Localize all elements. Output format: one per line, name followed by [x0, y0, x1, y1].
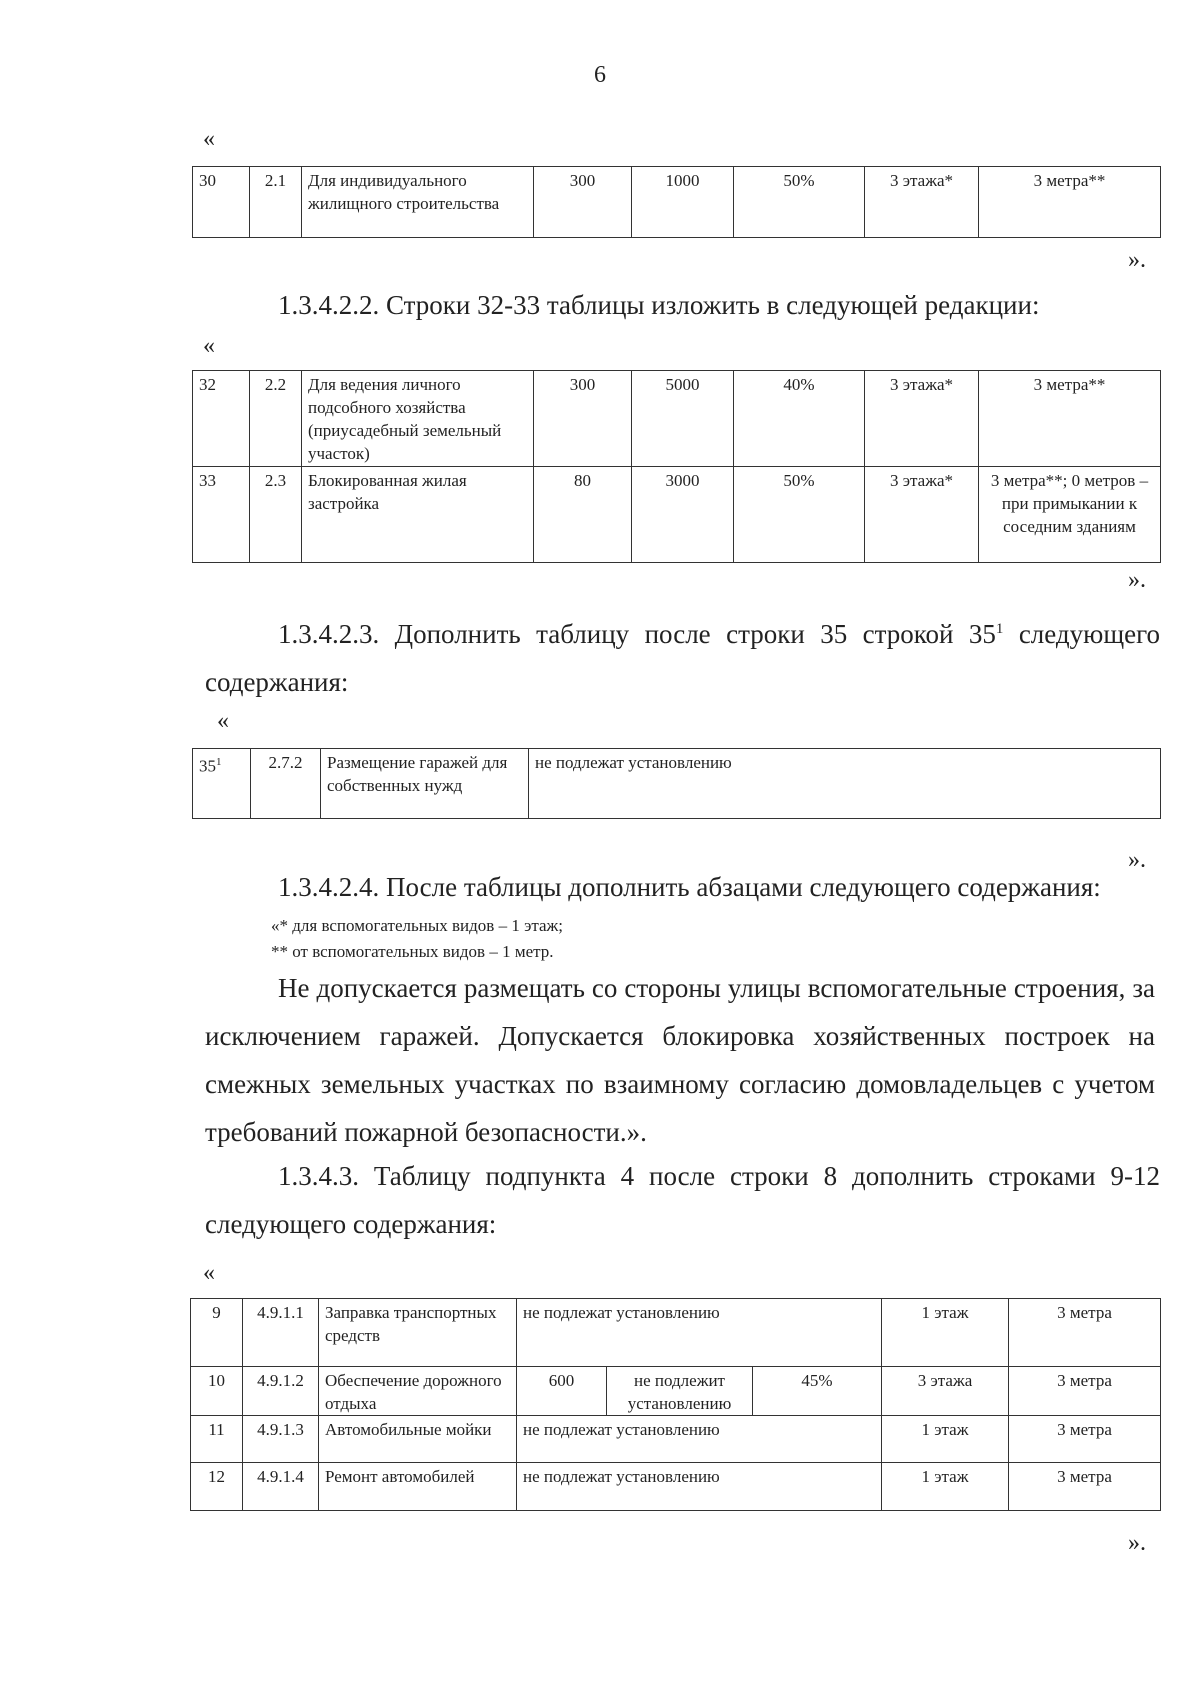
row-code: 4.9.1.1: [243, 1299, 319, 1367]
row-floors: 3 этажа*: [865, 371, 979, 467]
table-row-35-1: [192, 748, 1161, 819]
close-quote: ».: [1128, 567, 1146, 593]
row-floors: 3 этажа*: [865, 167, 979, 238]
close-quote: ».: [1128, 847, 1146, 873]
table-row: [191, 1416, 1161, 1463]
row-setback: 3 метра**: [979, 167, 1161, 238]
section-heading-1-3-4-3: 1.3.4.3. Таблицу подпункта 4 после строки 8 дополнить строками 9-12 следующего содержания:: [205, 1161, 1160, 1239]
row-number: 11: [191, 1416, 243, 1463]
open-quote: «: [203, 333, 215, 359]
row-name: Для индивидуального жилищного строительства: [302, 167, 534, 238]
row-floors: 1 этаж: [882, 1463, 1009, 1511]
row-setback: 3 метра: [1009, 1463, 1161, 1511]
footnote-line-1: «* для вспомогательных видов – 1 этаж;: [271, 916, 564, 935]
row-number: 10: [191, 1367, 243, 1416]
row-code: 2.3: [250, 467, 302, 563]
row-code: 4.9.1.4: [243, 1463, 319, 1511]
row-floors: 1 этаж: [882, 1299, 1009, 1367]
row-merged-value: не подлежат установлению: [529, 749, 1161, 819]
row-max-area: 5000: [632, 371, 734, 467]
section-heading-1-3-4-2-4: 1.3.4.2.4. После таблицы дополнить абзацами следующего содержания:: [278, 872, 1101, 902]
row-number: [193, 749, 251, 819]
row-min-area: 300: [534, 167, 632, 238]
row-name: Автомобильные мойки: [319, 1416, 517, 1463]
table-row: [193, 371, 1161, 467]
heading-text-before: 1.3.4.2.3. Дополнить таблицу после строки 35 строкой 35: [278, 619, 996, 649]
section-heading-1-3-4-2-3: [205, 605, 1160, 706]
table-row: [193, 467, 1161, 563]
row-percent: 50%: [734, 167, 865, 238]
row-name: Блокированная жилая застройка: [302, 467, 534, 563]
table-row: [191, 1367, 1161, 1416]
footnote-line-2: ** от вспомогательных видов – 1 метр.: [271, 942, 554, 961]
close-quote: ».: [1128, 1530, 1146, 1556]
close-quote: ».: [1128, 247, 1146, 273]
row-setback: 3 метра**: [979, 371, 1161, 467]
table-row: [193, 749, 1161, 819]
row-merged-value: не подлежат установлению: [517, 1416, 882, 1463]
row-percent: 40%: [734, 371, 865, 467]
row-min-area: 600: [517, 1367, 607, 1416]
row-setback: 3 метра: [1009, 1299, 1161, 1367]
row-code: 2.2: [250, 371, 302, 467]
row-max-area: 1000: [632, 167, 734, 238]
row-floors: 3 этажа: [882, 1367, 1009, 1416]
row-number: 33: [193, 467, 250, 563]
row-name: Обеспечение дорожного отдыха: [319, 1367, 517, 1416]
open-quote: «: [203, 126, 215, 152]
open-quote: «: [217, 708, 229, 734]
row-percent: 50%: [734, 467, 865, 563]
row-code: 4.9.1.2: [243, 1367, 319, 1416]
row-max-area: не подлежит установлению: [607, 1367, 753, 1416]
row-number: 32: [193, 371, 250, 467]
table-row: [191, 1299, 1161, 1367]
table-rows-9-12: [190, 1298, 1161, 1511]
row-code: 2.7.2: [251, 749, 321, 819]
row-code: 4.9.1.3: [243, 1416, 319, 1463]
body-paragraph: Не допускается размещать со стороны улицы вспомогательные строения, за исключением гаражей. Допускается блокировка хозяйственных построек на смежных земельных участках по взаимному согласию домовладельцев с учетом требований пожарной безопасности.».: [205, 973, 1155, 1147]
heading-superscript: 1: [995, 621, 1004, 637]
row-floors: 3 этажа*: [865, 467, 979, 563]
row-name: Заправка транспортных средств: [319, 1299, 517, 1367]
heading-text-after: следующего содержания:: [205, 619, 1160, 697]
table-row-30: [192, 166, 1161, 238]
row-merged-value: не подлежат установлению: [517, 1299, 882, 1367]
row-code: 2.1: [250, 167, 302, 238]
table-row: [191, 1463, 1161, 1511]
row-setback: 3 метра: [1009, 1367, 1161, 1416]
row-name: Размещение гаражей для собственных нужд: [321, 749, 529, 819]
table-row: [193, 167, 1161, 238]
open-quote: «: [203, 1260, 215, 1286]
row-number-base: 35: [199, 756, 216, 776]
section-heading-1-3-4-2-2: 1.3.4.2.2. Строки 32-33 таблицы изложить в следующей редакции:: [278, 290, 1040, 320]
row-min-area: 80: [534, 467, 632, 563]
row-setback: 3 метра: [1009, 1416, 1161, 1463]
row-name: Ремонт автомобилей: [319, 1463, 517, 1511]
row-name: Для ведения личного подсобного хозяйства (приусадебный земельный участок): [302, 371, 534, 467]
table-rows-32-33: [192, 370, 1161, 563]
row-number: 9: [191, 1299, 243, 1367]
row-setback: 3 метра**; 0 метров – при примыкании к соседним зданиям: [979, 467, 1161, 563]
row-max-area: 3000: [632, 467, 734, 563]
row-percent: 45%: [753, 1367, 882, 1416]
row-number: 12: [191, 1463, 243, 1511]
page-number: 6: [594, 62, 606, 88]
row-number-superscript: 1: [216, 756, 222, 768]
row-merged-value: не подлежат установлению: [517, 1463, 882, 1511]
row-number: 30: [193, 167, 250, 238]
row-min-area: 300: [534, 371, 632, 467]
row-floors: 1 этаж: [882, 1416, 1009, 1463]
